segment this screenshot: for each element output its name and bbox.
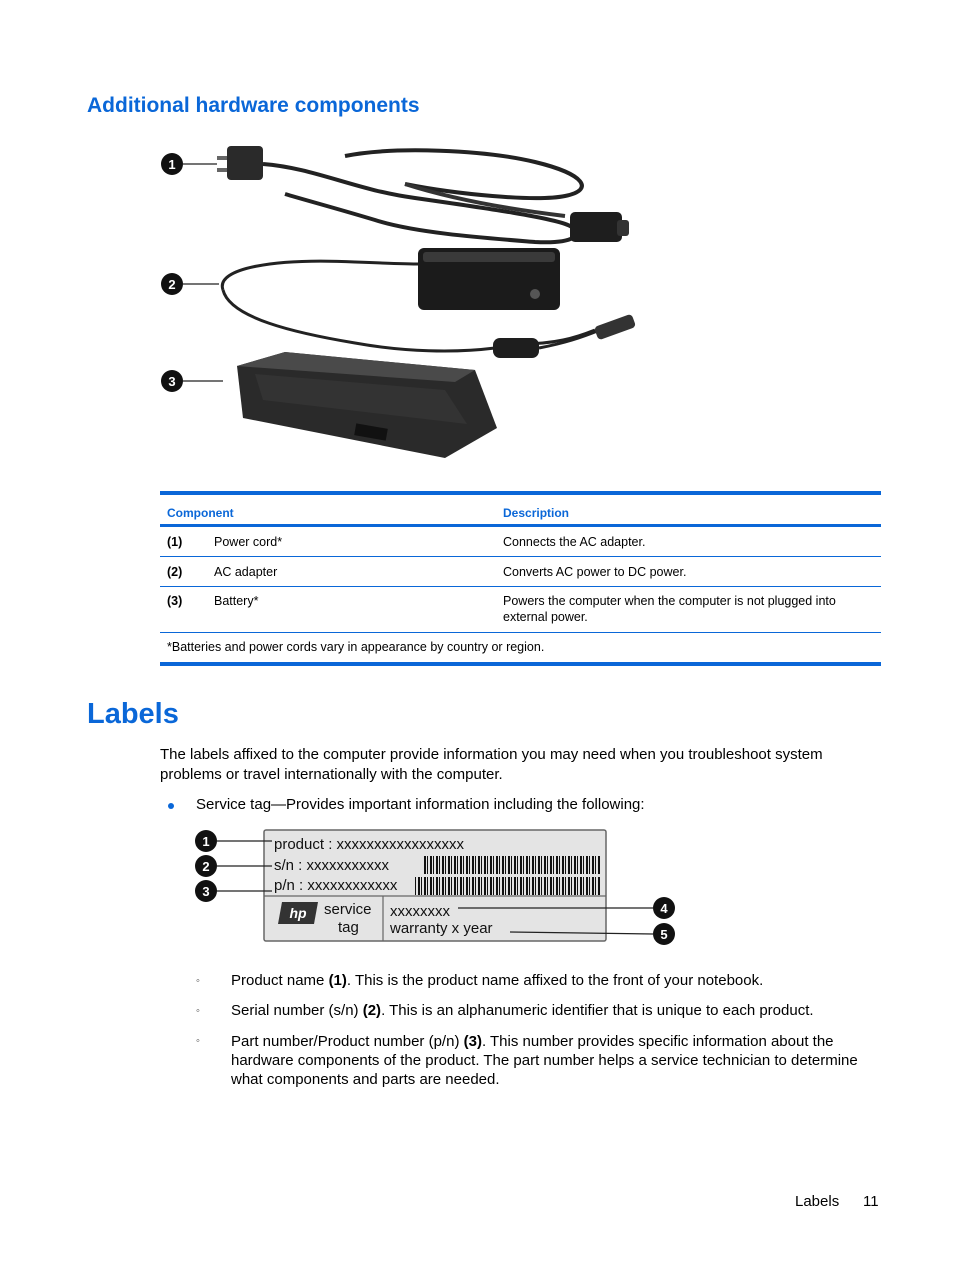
component-table: [160, 491, 881, 666]
ac-adapter-image: [222, 248, 636, 358]
footer-page-number: 11: [863, 1193, 879, 1210]
svg-text:hp: hp: [289, 905, 307, 921]
callout-2: [161, 273, 219, 295]
tag-callout-4: 4: [660, 901, 668, 916]
row-component: Power cord*: [214, 535, 283, 549]
table-note: *Batteries and power cords vary in appearance by country or region.: [167, 640, 545, 654]
table-row: [160, 557, 881, 587]
section-heading: Additional hardware components: [87, 94, 420, 117]
row-component: Battery*: [214, 594, 259, 608]
tag-callout-3: 3: [202, 884, 210, 899]
sub-bullet-icon: ◦: [196, 975, 200, 987]
tag-code: xxxxxxxx: [390, 903, 450, 920]
callout-1: [161, 153, 217, 175]
tag-callout-1: 1: [202, 834, 210, 849]
service-tag-illustration: [190, 826, 680, 948]
footer-section: Labels: [795, 1193, 840, 1210]
row-description: Converts AC power to DC power.: [503, 565, 687, 579]
sub-item-part-number: Part number/Product number (p/n) (3). This number provides specific information about the hardware components of the product. The part number helps a service technician to determine what components and parts are needed.: [231, 1033, 858, 1088]
table-bottom-rule: [160, 662, 881, 666]
tag-product-line: product : xxxxxxxxxxxxxxxxx: [274, 836, 465, 853]
row-description: Powers the computer when the computer is not plugged into external power.: [503, 594, 836, 624]
header-component: Component: [167, 506, 234, 520]
tag-part-line: p/n : xxxxxxxxxxxx: [274, 877, 398, 894]
tag-warranty: warranty x year: [390, 920, 493, 937]
tag-callout-2: 2: [202, 859, 210, 874]
svg-text:1: 1: [168, 157, 176, 172]
table-header: [160, 495, 881, 527]
hp-logo-icon: [278, 902, 318, 924]
row-description: Connects the AC adapter.: [503, 535, 646, 549]
sub-item-product-name: Product name (1). This is the product name affixed to the front of your notebook.: [231, 972, 764, 989]
tag-service-word: service: [324, 901, 372, 918]
tag-callout-5: 5: [660, 927, 668, 942]
row-number: (2): [167, 565, 183, 579]
sub-bullet-icon: ◦: [196, 1035, 200, 1047]
svg-text:2: 2: [168, 277, 176, 292]
header-description: Description: [503, 506, 570, 520]
table-row: [160, 587, 881, 633]
sub-item-serial-number: Serial number (s/n) (2). This is an alphanumeric identifier that is unique to each product.: [231, 1002, 814, 1019]
bullet-service-tag: Service tag—Provides important information including the following:: [196, 796, 645, 813]
hardware-illustration: [155, 138, 645, 468]
labels-intro: The labels affixed to the computer provide information you may need when you troubleshoot system problems or travel internationally with the computer.: [160, 746, 823, 783]
row-component: AC adapter: [214, 565, 278, 579]
bullet-dot-icon: [168, 803, 174, 809]
tag-tag-word: tag: [338, 919, 359, 936]
barcode-serial-icon: [422, 856, 600, 874]
table-row: [160, 527, 881, 557]
tag-serial-line: s/n : xxxxxxxxxxx: [274, 857, 390, 874]
callout-3: [161, 370, 223, 392]
row-number: (1): [167, 535, 183, 549]
power-cord-image: [217, 146, 629, 242]
svg-text:3: 3: [168, 374, 176, 389]
battery-image: [237, 352, 497, 458]
labels-heading: Labels: [87, 698, 179, 730]
barcode-part-icon: [414, 877, 600, 895]
row-number: (3): [167, 594, 183, 608]
sub-bullet-icon: ◦: [196, 1005, 200, 1017]
table-note-row: [160, 633, 881, 662]
